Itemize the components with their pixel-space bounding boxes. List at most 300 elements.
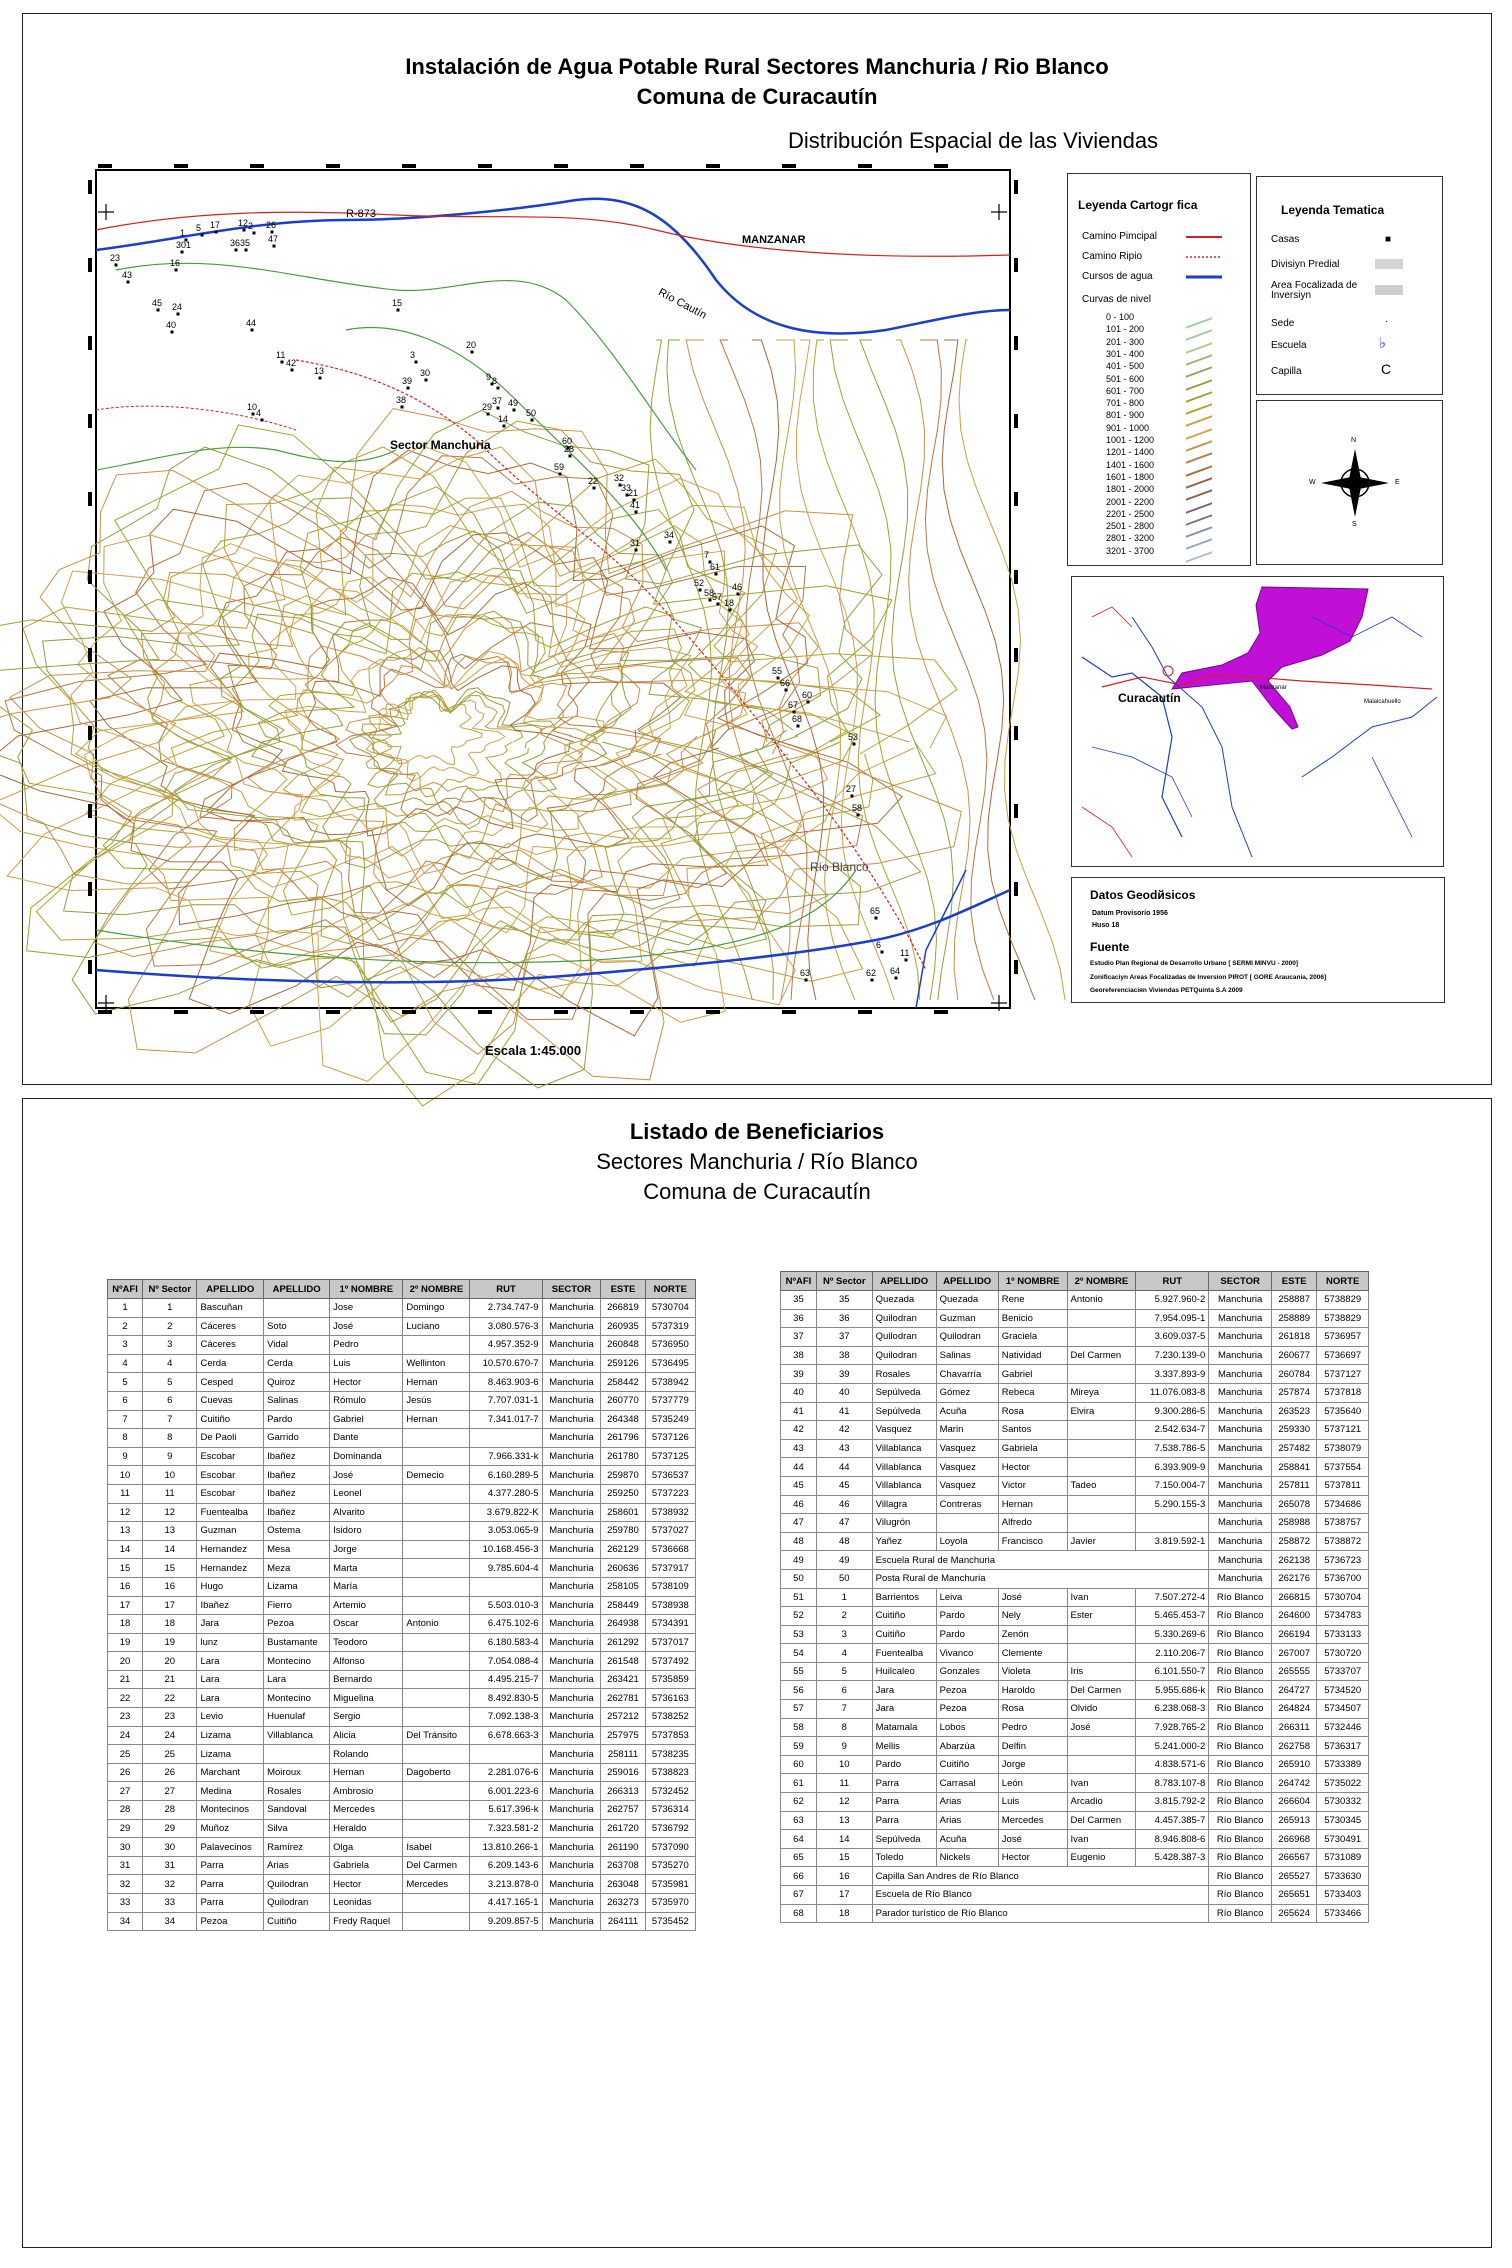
table-cell: 37: [816, 1328, 872, 1347]
table-row: [781, 1625, 1369, 1644]
table-cell: Quiroz: [264, 1373, 330, 1392]
house-marker: [569, 455, 572, 458]
table-row: [781, 1830, 1369, 1849]
house-marker: [157, 309, 160, 312]
house-marker: [785, 689, 788, 692]
grid-tick: [88, 726, 92, 740]
table-cell: 5737492: [645, 1652, 695, 1671]
table-cell: Mercedes: [998, 1811, 1067, 1830]
map-canvas[interactable]: [96, 170, 1010, 1008]
table-cell: 3.679.822-K: [470, 1503, 542, 1522]
table-row: [781, 1681, 1369, 1700]
table-cell: 1: [816, 1588, 872, 1607]
table-cell: 2.110.206-7: [1136, 1644, 1209, 1663]
legend-chapel-label: Capilla: [1271, 366, 1302, 377]
table-row: [108, 1503, 696, 1522]
table-row: [108, 1894, 696, 1913]
table-cell: [403, 1708, 470, 1727]
table-cell: 5733630: [1317, 1867, 1369, 1886]
table-cell: 23: [143, 1708, 197, 1727]
contour-range-label: 701 - 800: [1106, 398, 1145, 409]
table-cell: Hernandez: [197, 1559, 264, 1578]
table-cell: Villagra: [872, 1495, 936, 1514]
house-marker: [127, 281, 130, 284]
column-header: SECTOR: [1209, 1272, 1272, 1291]
table-cell: Escuela de Río Blanco: [872, 1886, 1209, 1905]
table-cell: Rosa: [998, 1402, 1067, 1421]
table-cell: Río Blanco: [1209, 1662, 1272, 1681]
table-cell: 5735270: [645, 1856, 695, 1875]
table-cell: 5.617.396-k: [470, 1801, 542, 1820]
table-cell: Hernan: [403, 1410, 470, 1429]
table-cell: [264, 1299, 330, 1318]
house-number: 60: [802, 690, 813, 700]
table-cell: Sepúlveda: [872, 1383, 936, 1402]
table-cell: 5737319: [645, 1317, 695, 1336]
compass-n: N: [1351, 437, 1357, 444]
house-icon: ■: [1385, 234, 1392, 245]
table-cell: 264600: [1271, 1607, 1316, 1626]
table-cell: Mercedes: [330, 1801, 403, 1820]
table-cell: [403, 1336, 470, 1355]
house-number: 12: [238, 218, 249, 228]
table-cell: Lara: [264, 1670, 330, 1689]
column-header: RUT: [1136, 1272, 1209, 1291]
table-cell: 37: [781, 1328, 817, 1347]
table-cell: Parra: [872, 1793, 936, 1812]
table-cell: Alvarito: [330, 1503, 403, 1522]
table-cell: De Paoli: [197, 1429, 264, 1448]
table-cell: Alicia: [330, 1726, 403, 1745]
map-border: [96, 170, 1010, 1008]
table-cell: 21: [108, 1670, 143, 1689]
table-cell: 5735981: [645, 1875, 695, 1894]
table-cell: Quezada: [872, 1291, 936, 1310]
table-cell: 3.213.878-0: [470, 1875, 542, 1894]
table-cell: 258889: [1271, 1309, 1316, 1328]
table-cell: [403, 1559, 470, 1578]
table-cell: Manchuria: [1209, 1402, 1272, 1421]
table-cell: Jara: [872, 1681, 936, 1700]
table-cell: 258111: [601, 1745, 645, 1764]
table-cell: Lizama: [264, 1577, 330, 1596]
table-cell: Sepúlveda: [872, 1830, 936, 1849]
table-cell: 7.538.786-5: [1136, 1439, 1209, 1458]
table-cell: 5.503.010-3: [470, 1596, 542, 1615]
grid-tick: [934, 164, 948, 168]
grid-tick: [1014, 882, 1018, 896]
table-cell: 266968: [1271, 1830, 1316, 1849]
table-cell: Heraldo: [330, 1819, 403, 1838]
table-cell: Manchuria: [542, 1522, 601, 1541]
table-row: [108, 1615, 696, 1634]
table-cell: Graciela: [998, 1328, 1067, 1347]
table-cell: 5737127: [1317, 1365, 1369, 1384]
table-cell: 257482: [1271, 1439, 1316, 1458]
table-cell: 8.463.903-6: [470, 1373, 542, 1392]
house-marker: [881, 951, 884, 954]
table-cell: Escuela Rural de Manchuria: [872, 1551, 1209, 1570]
table-cell: 12: [816, 1793, 872, 1812]
house-number: 49: [508, 398, 519, 408]
table-cell: Montecino: [264, 1689, 330, 1708]
table-cell: 2: [143, 1317, 197, 1336]
table-cell: Del Carmen: [1067, 1346, 1136, 1365]
table-cell: 263048: [601, 1875, 645, 1894]
house-marker: [503, 425, 506, 428]
table-cell: 27: [143, 1782, 197, 1801]
table-cell: 52: [781, 1607, 817, 1626]
house-number: 11: [276, 350, 286, 360]
grid-tick: [98, 164, 112, 168]
table-cell: 5736723: [1317, 1551, 1369, 1570]
table-cell: Pezoa: [936, 1681, 998, 1700]
table-cell: Marta: [330, 1559, 403, 1578]
table-cell: Bustamante: [264, 1633, 330, 1652]
table-cell: 7.341.017-7: [470, 1410, 542, 1429]
table-cell: 5732446: [1317, 1718, 1369, 1737]
table-cell: Parra: [197, 1894, 264, 1913]
table-cell: Montecino: [264, 1652, 330, 1671]
table-row: [781, 1291, 1369, 1310]
geodesic-data-box: [1071, 877, 1445, 1003]
table-row: [781, 1774, 1369, 1793]
house-number: 301: [176, 240, 192, 250]
table-cell: 266819: [601, 1299, 645, 1318]
table-cell: Manchuria: [1209, 1476, 1272, 1495]
table-cell: Jara: [197, 1615, 264, 1634]
table-cell: 29: [108, 1819, 143, 1838]
table-cell: [403, 1596, 470, 1615]
table-cell: 265078: [1271, 1495, 1316, 1514]
table-cell: 5730332: [1317, 1793, 1369, 1812]
table-cell: 10.570.670-7: [470, 1354, 542, 1373]
table-cell: [1067, 1495, 1136, 1514]
table-cell: Río Blanco: [1209, 1811, 1272, 1830]
house-marker: [737, 593, 740, 596]
table-cell: Lizama: [197, 1726, 264, 1745]
table-cell: Acuña: [936, 1830, 998, 1849]
table-cell: 3.819.592-1: [1136, 1532, 1209, 1551]
table-cell: 262758: [1271, 1737, 1316, 1756]
table-cell: [1067, 1625, 1136, 1644]
table-cell: 5734391: [645, 1615, 695, 1634]
house-number: 68: [792, 714, 803, 724]
table-cell: María: [330, 1577, 403, 1596]
table-cell: [470, 1745, 542, 1764]
table-cell: 14: [816, 1830, 872, 1849]
house-number: 61: [710, 562, 721, 572]
table-cell: [403, 1429, 470, 1448]
table-cell: 34: [108, 1912, 143, 1931]
list-subtitle-sectors: Sectores Manchuria / Río Blanco: [596, 1149, 918, 1174]
table-cell: [1067, 1439, 1136, 1458]
table-cell: 263421: [601, 1670, 645, 1689]
table-cell: 56: [781, 1681, 817, 1700]
table-cell: Violeta: [998, 1662, 1067, 1681]
table-row: [781, 1867, 1369, 1886]
table-cell: 5737017: [645, 1633, 695, 1652]
table-cell: 5738932: [645, 1503, 695, 1522]
legend-parcel-label: Divisiyn Predial: [1271, 259, 1340, 270]
table-cell: [1067, 1365, 1136, 1384]
table-cell: 5737811: [1317, 1476, 1369, 1495]
table-cell: Vilugrón: [872, 1514, 936, 1533]
table-cell: [403, 1540, 470, 1559]
table-cell: 18: [108, 1615, 143, 1634]
grid-tick: [1014, 726, 1018, 740]
grid-tick: [88, 258, 92, 272]
table-cell: Hector: [330, 1373, 403, 1392]
table-cell: 24: [108, 1726, 143, 1745]
table-cell: 5733466: [1317, 1904, 1369, 1923]
house-marker: [699, 589, 702, 592]
table-cell: 7.230.139-0: [1136, 1346, 1209, 1365]
table-cell: 2.281.076-6: [470, 1763, 542, 1782]
table-cell: 20: [108, 1652, 143, 1671]
table-cell: Vidal: [264, 1336, 330, 1355]
table-row: [108, 1354, 696, 1373]
table-cell: Loyola: [936, 1532, 998, 1551]
house-marker: [729, 609, 732, 612]
table-cell: 46: [781, 1495, 817, 1514]
table-cell: 26: [143, 1763, 197, 1782]
table-cell: Cesped: [197, 1373, 264, 1392]
table-row: [781, 1458, 1369, 1477]
table-cell: Teodoro: [330, 1633, 403, 1652]
table-row: [108, 1670, 696, 1689]
table-cell: Gómez: [936, 1383, 998, 1402]
grid-tick: [554, 164, 568, 168]
house-number: 65: [870, 906, 881, 916]
table-cell: Luis: [330, 1354, 403, 1373]
table-row: [108, 1912, 696, 1931]
table-cell: Río Blanco: [1209, 1904, 1272, 1923]
table-row: [108, 1708, 696, 1727]
table-cell: 5738938: [645, 1596, 695, 1615]
table-cell: Isidoro: [330, 1522, 403, 1541]
contour-range-label: 2801 - 3200: [1106, 533, 1155, 544]
source-1: Estudio Plan Regional de Desarrollo Urbano [ SERMI MINVU - 2000]: [1090, 960, 1299, 967]
table-cell: Quilodran: [872, 1328, 936, 1347]
table-cell: 11.076.083-8: [1136, 1383, 1209, 1402]
house-number: 64: [890, 966, 901, 976]
table-cell: Capilla San Andres de Río Blanco: [872, 1867, 1209, 1886]
table-cell: 260784: [1271, 1365, 1316, 1384]
grid-tick: [88, 648, 92, 662]
table-cell: Cuitiño: [936, 1755, 998, 1774]
table-cell: Vasquez: [936, 1476, 998, 1495]
table-cell: 260848: [601, 1336, 645, 1355]
table-cell: 63: [781, 1811, 817, 1830]
grid-tick: [706, 1010, 720, 1014]
table-cell: Meza: [264, 1559, 330, 1578]
table-cell: Manchuria: [542, 1801, 601, 1820]
table-cell: 36: [816, 1309, 872, 1328]
table-cell: Nickels: [936, 1848, 998, 1867]
table-cell: 9: [143, 1447, 197, 1466]
sede-icon: ·: [1385, 316, 1389, 327]
table-cell: 5738109: [645, 1577, 695, 1596]
table-cell: 17: [816, 1886, 872, 1905]
geodesic-zone: Huso 18: [1092, 922, 1120, 929]
house-number: 6: [876, 940, 882, 950]
table-cell: Gabriel: [998, 1365, 1067, 1384]
grid-tick: [1014, 336, 1018, 350]
table-cell: 5737027: [645, 1522, 695, 1541]
table-cell: [1067, 1644, 1136, 1663]
house-marker: [857, 814, 860, 817]
grid-tick: [88, 336, 92, 350]
table-cell: Manchuria: [1209, 1551, 1272, 1570]
table-cell: Pardo: [936, 1625, 998, 1644]
table-cell: Manchuria: [542, 1373, 601, 1392]
table-cell: 5735452: [645, 1912, 695, 1931]
table-cell: 258841: [1271, 1458, 1316, 1477]
table-row: [108, 1410, 696, 1429]
table-cell: 5733389: [1317, 1755, 1369, 1774]
table-cell: Antonio: [1067, 1291, 1136, 1310]
locator-map: [1071, 576, 1444, 867]
house-marker: [851, 795, 854, 798]
table-cell: 7: [108, 1410, 143, 1429]
table-cell: Montecinos: [197, 1801, 264, 1820]
table-cell: Matamala: [872, 1718, 936, 1737]
table-cell: 13: [816, 1811, 872, 1830]
table-cell: Huenulaf: [264, 1708, 330, 1727]
table-row: [781, 1755, 1369, 1774]
table-cell: 66: [781, 1867, 817, 1886]
table-cell: Rosales: [872, 1365, 936, 1384]
contour-range-label: 1801 - 2000: [1106, 484, 1155, 495]
table-row: [108, 1540, 696, 1559]
table-cell: Manchuria: [1209, 1346, 1272, 1365]
house-marker: [487, 413, 490, 416]
table-row: [108, 1856, 696, 1875]
house-marker: [715, 573, 718, 576]
table-cell: 41: [781, 1402, 817, 1421]
table-cell: 11: [816, 1774, 872, 1793]
table-cell: [1067, 1309, 1136, 1328]
column-header: SECTOR: [542, 1280, 601, 1299]
table-row: [108, 1782, 696, 1801]
table-cell: 27: [108, 1782, 143, 1801]
table-cell: 15: [143, 1559, 197, 1578]
table-cell: Escobar: [197, 1484, 264, 1503]
table-cell: 4: [816, 1644, 872, 1663]
table-row: [781, 1365, 1369, 1384]
table-cell: 4.495.215-7: [470, 1670, 542, 1689]
table-cell: Villablanca: [872, 1476, 936, 1495]
table-cell: 5736957: [1317, 1328, 1369, 1347]
table-cell: 5738942: [645, 1373, 695, 1392]
table-cell: 12: [108, 1503, 143, 1522]
table-cell: Zenón: [998, 1625, 1067, 1644]
table-cell: 48: [816, 1532, 872, 1551]
table-row: [781, 1737, 1369, 1756]
house-number: 15: [392, 298, 403, 308]
table-cell: 40: [781, 1383, 817, 1402]
source-title: Fuente: [1090, 940, 1130, 954]
house-number: 37: [492, 396, 503, 406]
table-cell: Hernan: [998, 1495, 1067, 1514]
table-cell: Manchuria: [542, 1503, 601, 1522]
house-number: 22: [588, 476, 599, 486]
table-row: [781, 1904, 1369, 1923]
table-cell: Villablanca: [872, 1458, 936, 1477]
table-row: [108, 1652, 696, 1671]
table-cell: Mellis: [872, 1737, 936, 1756]
table-cell: 5737223: [645, 1484, 695, 1503]
table-row: [781, 1662, 1369, 1681]
table-cell: Garrido: [264, 1429, 330, 1448]
house-marker: [261, 419, 264, 422]
table-cell: 258105: [601, 1577, 645, 1596]
house-marker: [281, 361, 284, 364]
table-cell: 13: [108, 1522, 143, 1541]
table-row: [781, 1886, 1369, 1905]
table-cell: Manchuria: [1209, 1532, 1272, 1551]
table-cell: 4: [143, 1354, 197, 1373]
contour-range-label: 1201 - 1400: [1106, 447, 1155, 458]
table-cell: 9.300.286-5: [1136, 1402, 1209, 1421]
grid-tick: [250, 164, 264, 168]
table-cell: 5735859: [645, 1670, 695, 1689]
house-number: 39: [402, 376, 413, 386]
table-row: [108, 1373, 696, 1392]
table-cell: 25: [108, 1745, 143, 1764]
table-cell: Ibañez: [264, 1447, 330, 1466]
table-cell: Cerda: [197, 1354, 264, 1373]
table-cell: Marchant: [197, 1763, 264, 1782]
table-row: [108, 1299, 696, 1318]
table-cell: 15: [108, 1559, 143, 1578]
table-row: [781, 1811, 1369, 1830]
table-row: [781, 1402, 1369, 1421]
table-cell: Arias: [264, 1856, 330, 1875]
table-cell: Palavecinos: [197, 1838, 264, 1857]
table-cell: Barrientos: [872, 1588, 936, 1607]
table-cell: Ostema: [264, 1522, 330, 1541]
table-cell: 6.475.102-6: [470, 1615, 542, 1634]
table-cell: Manchuria: [542, 1875, 601, 1894]
table-cell: 5738079: [1317, 1439, 1369, 1458]
table-cell: 261720: [601, 1819, 645, 1838]
table-cell: Pedro: [330, 1336, 403, 1355]
table-cell: Huilcaleo: [872, 1662, 936, 1681]
contour-range-label: 1401 - 1600: [1106, 459, 1155, 470]
house-number: 28: [564, 444, 575, 454]
house-number: 41: [630, 500, 641, 510]
table-cell: Jorge: [998, 1755, 1067, 1774]
table-cell: 43: [816, 1439, 872, 1458]
table-cell: Miguelina: [330, 1689, 403, 1708]
table-cell: 5737779: [645, 1391, 695, 1410]
table-cell: Iris: [1067, 1662, 1136, 1681]
table-cell: 5734507: [1317, 1700, 1369, 1719]
table-cell: 31: [108, 1856, 143, 1875]
table-cell: Vasquez: [936, 1439, 998, 1458]
table-cell: Hector: [998, 1458, 1067, 1477]
table-cell: 258988: [1271, 1514, 1316, 1533]
beneficiaries-table-left: [107, 1279, 696, 1931]
road-label: R-873: [346, 208, 376, 220]
house-number: 36: [230, 238, 241, 248]
column-header: Nº Sector: [816, 1272, 872, 1291]
table-row: [781, 1607, 1369, 1626]
table-cell: Salinas: [264, 1391, 330, 1410]
table-cell: 266567: [1271, 1848, 1316, 1867]
